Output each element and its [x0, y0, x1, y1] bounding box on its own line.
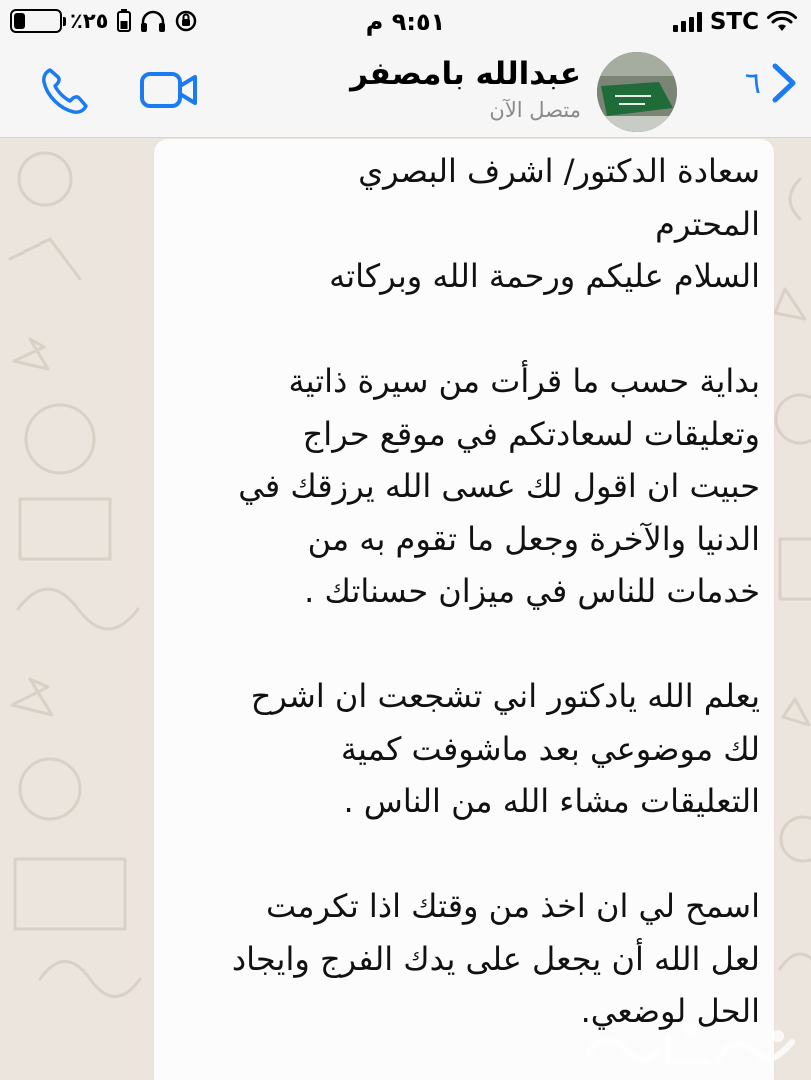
status-time: ٩:٥١ م — [365, 8, 446, 36]
chevron-right-icon — [769, 62, 799, 104]
video-camera-icon[interactable] — [140, 70, 198, 110]
message-line: لعل الله أن يجعل على يدك الفرج وايجاد — [231, 939, 760, 978]
message-line — [170, 618, 760, 671]
message-line: حبيت ان اقول لك عسى الله يرزقك في — [238, 467, 760, 505]
message-line: الدنيا والآخرة وجعل ما تقوم به من — [307, 519, 760, 558]
battery-percent: ٪٢٥ — [70, 9, 109, 33]
message-line: الحل لوضعي. — [580, 992, 760, 1030]
message-line: يعلم الله يادكتور اني تشجعت ان اشرح — [250, 677, 760, 715]
message-bubble[interactable] — [154, 139, 774, 1080]
message-line: اسمح لي ان اخذ من وقتك اذا تكرمت — [265, 887, 760, 925]
message-line — [170, 828, 760, 881]
battery-level — [14, 13, 25, 29]
carrier-name: STC — [709, 9, 759, 35]
headphones-icon — [140, 9, 166, 33]
back-button[interactable] — [745, 62, 799, 104]
phone-icon[interactable] — [40, 66, 90, 116]
contact-name: عبدالله بامصفر — [350, 56, 581, 92]
message-text — [170, 145, 760, 1038]
unread-count: ٦ — [744, 65, 761, 101]
message-line: التعليقات مشاء الله من الناس . — [343, 782, 760, 820]
contact-avatar[interactable] — [597, 52, 677, 132]
status-bar — [0, 0, 811, 46]
message-line: بداية حسب ما قرأت من سيرة ذاتية — [288, 362, 760, 400]
avatar-image — [597, 52, 677, 132]
charging-icon — [116, 9, 132, 33]
status-left-indicators — [10, 9, 198, 33]
contact-info[interactable] — [350, 56, 581, 122]
message-line: سعادة الدكتور/ اشرف البصري — [358, 152, 760, 190]
message-line: خدمات للناس في ميزان حسناتك . — [304, 572, 760, 610]
message-line — [170, 303, 760, 356]
message-line: لك موضوعي بعد ماشوفت كمية — [340, 729, 760, 768]
message-line: السلام عليكم ورحمة الله وبركاته — [329, 257, 760, 295]
chat-header — [0, 46, 811, 138]
contact-status: متصل الآن — [489, 98, 581, 122]
site-watermark-logo — [568, 1022, 808, 1078]
message-line: وتعليقات لسعادتكم في موقع حراج — [302, 414, 760, 453]
battery-icon — [10, 9, 62, 33]
orientation-lock-icon — [174, 9, 198, 33]
message-line: المحترم — [655, 204, 760, 243]
